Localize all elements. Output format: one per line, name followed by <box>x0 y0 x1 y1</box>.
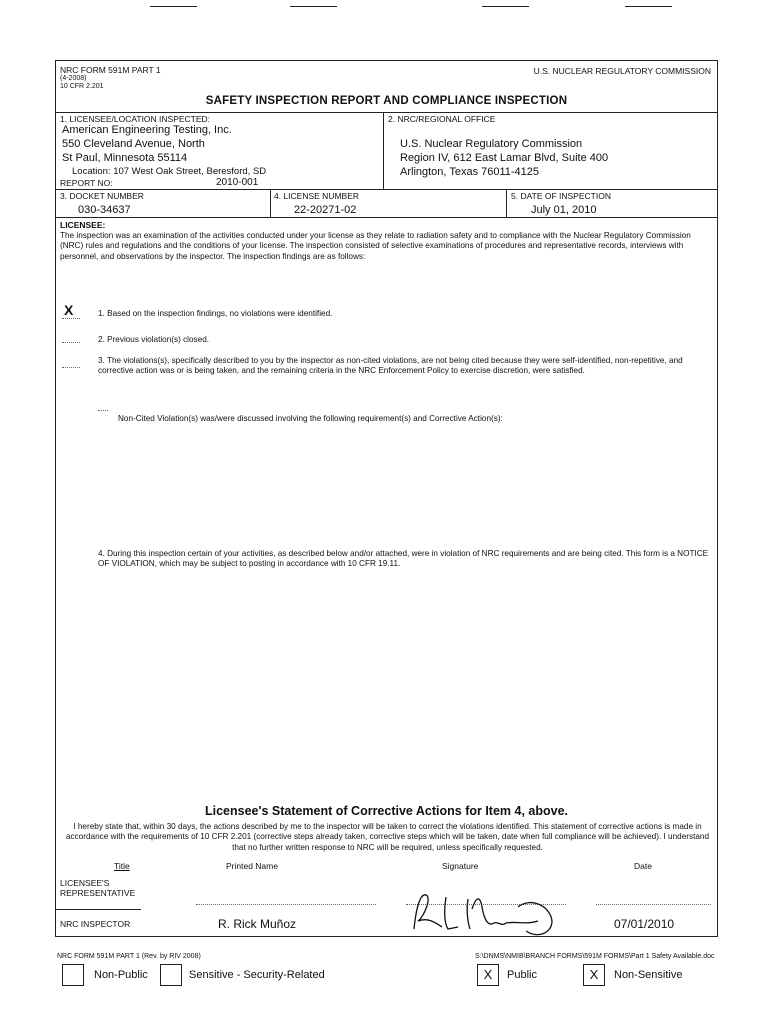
form-number: NRC FORM 591M PART 1 <box>60 65 161 75</box>
finding-item-4: 4. During this inspection certain of your activities, as described below and/or attached, were in violation of NRC requirements and are being cited. This form is a NOTICE OF VIOLATION, which may be subject to posting in accordance with 10 CFR 19.11. <box>98 549 709 569</box>
statement-title: Licensee's Statement of Corrective Actions for Item 4, above. <box>204 804 569 818</box>
top-rule <box>625 6 672 7</box>
report-no-value: 2010-001 <box>216 177 259 188</box>
box1-label: 1. LICENSEE/LOCATION INSPECTED: <box>60 114 211 124</box>
inspection-location: Location: 107 West Oak Street, Beresford, SD <box>72 166 267 177</box>
nrc-inspector-label: NRC INSPECTOR <box>60 919 131 929</box>
cfr-reference: 10 CFR 2.201 <box>60 83 104 90</box>
report-no-label: REPORT NO: <box>60 178 113 188</box>
divider <box>56 909 141 910</box>
form-title: SAFETY INSPECTION REPORT AND COMPLIANCE INSPECTION <box>205 95 568 107</box>
item2-blank <box>62 342 80 343</box>
finding-item-1: 1. Based on the inspection findings, no violations were identified. <box>98 309 333 318</box>
licensee-rep-name-line <box>196 904 376 905</box>
nrc-inspector-date: 07/01/2010 <box>614 917 675 931</box>
non-sensitive-checkbox[interactable]: X <box>583 964 605 986</box>
public-label: Public <box>507 969 537 981</box>
inspection-form <box>55 60 718 937</box>
sensitive-label: Sensitive - Security-Related <box>189 969 325 981</box>
col-signature: Signature <box>442 861 479 871</box>
public-checkbox[interactable]: X <box>477 964 499 986</box>
agency-name: U.S. NUCLEAR REGULATORY COMMISSION <box>533 66 711 76</box>
box4-label: 4. LICENSE NUMBER <box>274 191 360 201</box>
col-title: Title <box>114 861 130 871</box>
finding-item-3: 3. The violations(s), specifically described to you by the inspector as non-cited violations, are not being cited because they were self-identified, non-repetitive, and corrective action was or is being taken, and the remaining criteria in the NRC Enforcement Policy to exercise discretion, were satisfied. <box>98 356 683 376</box>
divider <box>383 112 384 189</box>
inspection-date: July 01, 2010 <box>531 204 597 216</box>
divider <box>56 217 717 218</box>
form-date: (4-2008) <box>60 75 87 82</box>
non-public-label: Non-Public <box>94 969 148 981</box>
footer-file-path: S:\DNMS\NMIB\BRANCH FORMS\591M FORMS\Part 1 Safety Available.doc <box>475 953 715 960</box>
licensee-address1: 550 Cleveland Avenue, North <box>62 138 205 150</box>
footer-form-note: NRC FORM 591M PART 1 (Rev. by RIV 2008) <box>57 953 201 960</box>
box3-label: 3. DOCKET NUMBER <box>60 191 144 201</box>
item1-blank <box>62 318 80 319</box>
divider <box>56 189 717 190</box>
noncited-blank <box>98 410 108 411</box>
regional-office-line3: Arlington, Texas 76011-4125 <box>400 166 540 178</box>
sensitive-checkbox[interactable] <box>160 964 182 986</box>
nrc-inspector-name: R. Rick Muñoz <box>218 917 297 931</box>
licensee-address2: St Paul, Minnesota 55114 <box>62 152 188 164</box>
non-public-checkbox[interactable] <box>62 964 84 986</box>
item1-checkmark: X <box>64 302 74 318</box>
license-number: 22-20271-02 <box>294 204 357 216</box>
licensee-rep-date-line <box>596 904 711 905</box>
licensee-name: American Engineering Testing, Inc. <box>62 124 232 136</box>
top-rule <box>290 6 337 7</box>
regional-office-line2: Region IV, 612 East Lamar Blvd, Suite 400 <box>400 152 609 164</box>
box5-label: 5. DATE OF INSPECTION <box>511 191 611 201</box>
divider <box>56 112 717 113</box>
item3-blank <box>62 367 80 368</box>
inspector-signature <box>406 887 576 937</box>
box2-label: 2. NRC/REGIONAL OFFICE <box>388 114 496 124</box>
finding-item-2: 2. Previous violation(s) closed. <box>98 335 210 344</box>
col-printed-name: Printed Name <box>226 861 278 871</box>
non-sensitive-label: Non-Sensitive <box>614 969 683 981</box>
licensee-rep-label: LICENSEE'S REPRESENTATIVE <box>60 878 136 898</box>
col-date: Date <box>634 861 652 871</box>
regional-office-line1: U.S. Nuclear Regulatory Commission <box>400 138 583 150</box>
inspection-intro: The inspection was an examination of the activities conducted under your license as they relate to radiation safety and to compliance with the Nuclear Regulatory Commission (NRC) rules and regulations and the conditions of your license. The inspection consisted of selective examinations of procedures and representative records, interviews with personnel, and observations by the inspector. The inspection findings are as follows: <box>60 231 691 261</box>
divider <box>270 189 271 217</box>
licensee-heading: LICENSEE: <box>60 220 106 230</box>
noncited-violations-text: Non-Cited Violation(s) was/were discussed involving the following requirement(s) and Corrective Action(s): <box>118 414 503 423</box>
docket-number: 030-34637 <box>78 204 131 216</box>
statement-text: I hereby state that, within 30 days, the actions described by me to the inspector will be taken to correct the violations identified. This statement of corrective actions is made in accordance with the requirements of 10 CFR 2.201 (corrective steps already taken, corrective steps which will be taken, date when full compliance will be achieved). I understand that no further written response to NRC will be required, unless specifically requested. <box>65 822 710 852</box>
top-rule <box>150 6 197 7</box>
divider <box>506 189 507 217</box>
top-rule <box>482 6 529 7</box>
